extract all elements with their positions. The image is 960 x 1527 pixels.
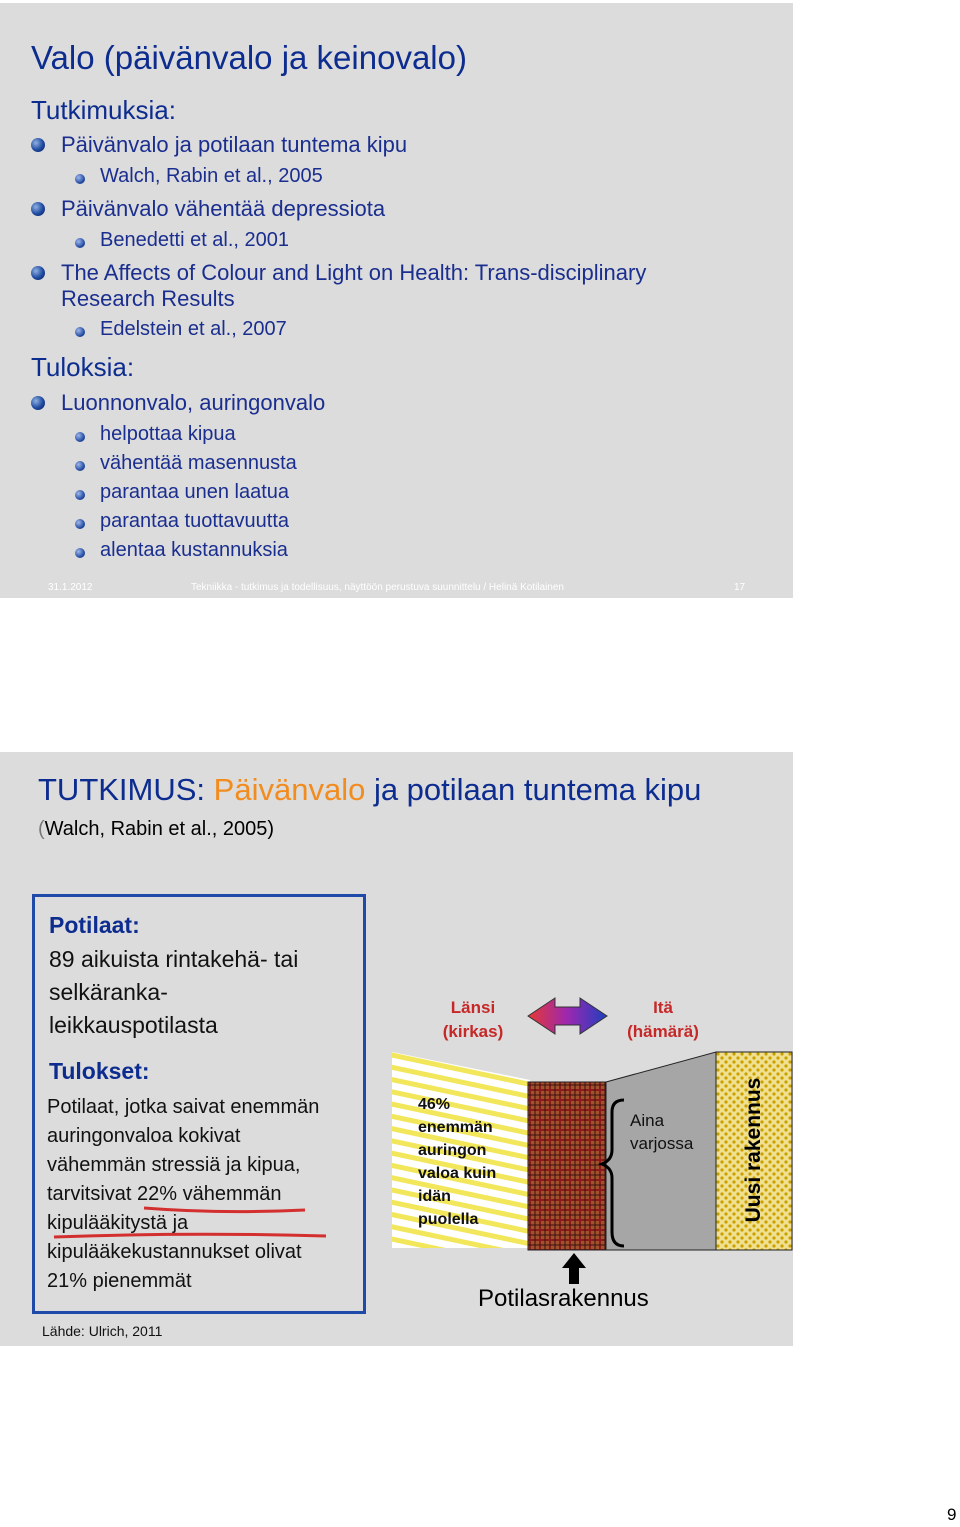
stat-line: auringon [418, 1142, 487, 1159]
study-title: Päivänvalo vähentää depressiota [61, 196, 386, 221]
stat-line: valoa kuin [418, 1165, 497, 1182]
title-rest: ja potilaan tuntema kipu [365, 772, 702, 807]
studies-heading: Tutkimuksia: [31, 95, 176, 125]
results-line: 21% pienemmät [47, 1270, 192, 1292]
study-ref: Benedetti et al., 2001 [100, 229, 290, 251]
patient-building-label: Potilasrakennus [478, 1285, 649, 1312]
source-note: Lähde: Ulrich, 2011 [42, 1323, 163, 1339]
patients-line: leikkauspotilasta [49, 1012, 218, 1038]
results-line: Potilaat, jotka saivat enemmän [47, 1096, 320, 1118]
stat-line: puolella [418, 1211, 479, 1228]
sunlight-stat [418, 1093, 496, 1231]
stat-line: idän [418, 1188, 451, 1205]
patient-building-icon [528, 1082, 606, 1250]
shade-label [630, 1109, 693, 1155]
results-main: Luonnonvalo, auringonvalo [61, 390, 326, 415]
stat-line: enemmän [418, 1119, 493, 1136]
page-number: 9 [947, 1505, 957, 1524]
footer-center: Tekniikka - tutkimus ja todellisuus, näyttöön perustuva suunnittelu / Helinä Kotilainen [191, 582, 564, 593]
footer-date: 31.1.2012 [48, 582, 93, 593]
east-label [615, 996, 711, 1044]
results-line: vähemmän stressiä ja kipua, [47, 1154, 301, 1176]
title-prefix: TUTKIMUS: [38, 772, 214, 807]
patients-line: 89 aikuista rintakehä- tai [49, 946, 299, 972]
footer-slide-number: 17 [734, 582, 746, 593]
west-label-line: Länsi [450, 998, 496, 1017]
patients-heading: Potilaat: [49, 912, 140, 938]
result-item: parantaa tuottavuutta [100, 510, 290, 532]
patients-line: selkäranka- [49, 979, 168, 1005]
subtitle-text: Walch, Rabin et al., 2005) [44, 818, 275, 840]
study-ref: Walch, Rabin et al., 2005 [100, 165, 323, 187]
slide-title: Valo (päivänvalo ja keinovalo) [31, 39, 467, 76]
east-label-line: Itä [653, 998, 673, 1017]
result-item: helpottaa kipua [100, 423, 236, 445]
study-title-cont: Research Results [61, 286, 235, 311]
study-ref: Edelstein et al., 2007 [100, 318, 287, 340]
study-title: The Affects of Colour and Light on Health: Trans-disciplinary [61, 260, 647, 285]
result-item: vähentää masennusta [100, 452, 297, 474]
study-title: Päivänvalo ja potilaan tuntema kipu [61, 132, 408, 157]
subtitle-paren: ( [38, 818, 45, 840]
results-heading: Tulokset: [49, 1058, 150, 1084]
results-heading: Tuloksia: [31, 352, 135, 382]
up-arrow-icon [562, 1253, 586, 1284]
shade-label-line: Aina [630, 1111, 665, 1130]
stat-line: 46% [418, 1096, 451, 1113]
results-line: tarvitsivat 22% vähemmän [47, 1183, 282, 1205]
results-line: kipulääkekustannukset olivat [47, 1241, 302, 1263]
results-line: auringonvaloa kokivat [47, 1125, 241, 1147]
east-label-line: (hämärä) [627, 1022, 699, 1041]
west-label-line: (kirkas) [442, 1022, 504, 1041]
result-item: alentaa kustannuksia [100, 539, 288, 561]
results-line: kipulääkitystä ja [47, 1212, 189, 1234]
result-item: parantaa unen laatua [100, 481, 290, 503]
shade-label-line: varjossa [630, 1134, 694, 1153]
title-highlight: Päivänvalo [213, 772, 366, 807]
west-label [428, 996, 518, 1044]
new-building-label: Uusi rakennus [742, 1077, 765, 1223]
double-arrow-icon [528, 998, 607, 1034]
